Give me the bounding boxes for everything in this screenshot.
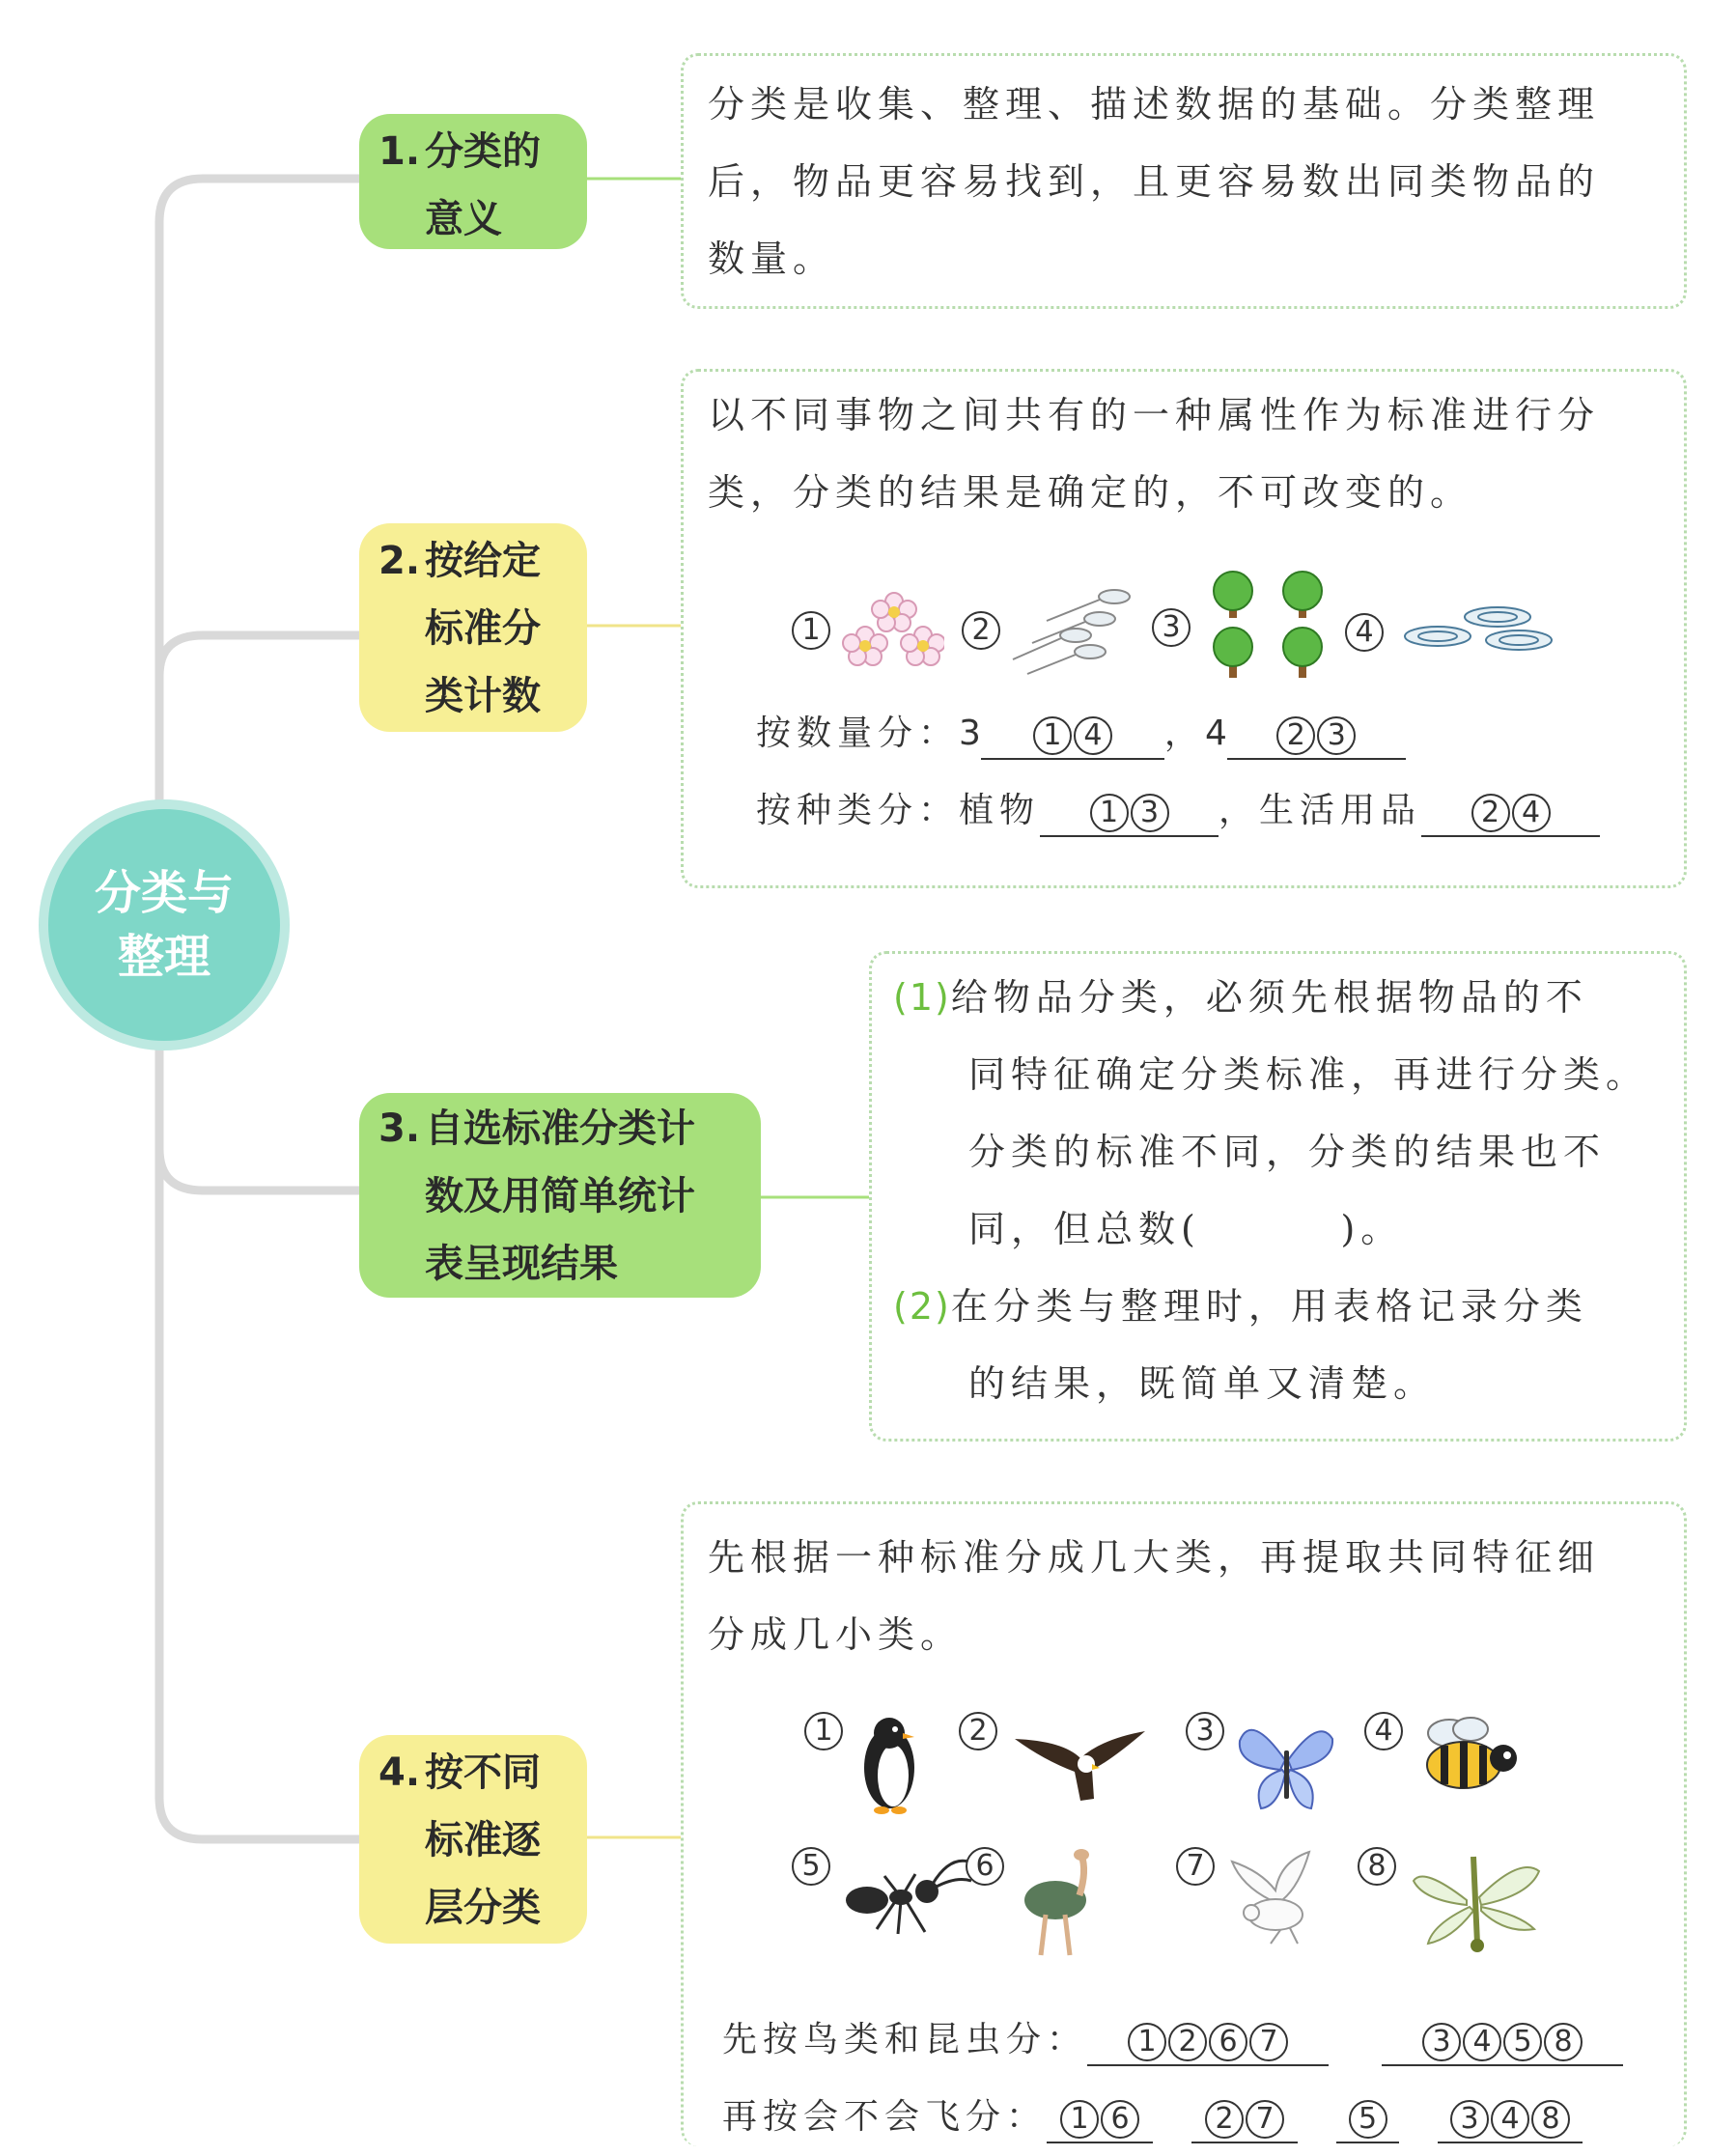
text-line: 分成几小类。 bbox=[708, 1613, 964, 1656]
text-line: 后，物品更容易找到，且更容易数出同类物品的 bbox=[708, 160, 1601, 203]
answer-blank bbox=[1382, 2016, 1623, 2066]
text-line: 以不同事物之间共有的一种属性作为标准进行分 bbox=[708, 394, 1601, 436]
text-line: 数量。 bbox=[708, 238, 836, 280]
text-line: 分类是收集、整理、描述数据的基础。分类整理 bbox=[708, 83, 1601, 126]
answer-number: 2 bbox=[1168, 2023, 1207, 2061]
animal-1 bbox=[804, 1712, 928, 1818]
animal-6 bbox=[966, 1847, 1118, 1963]
topic-node-1 bbox=[359, 114, 587, 249]
answer-number: 7 bbox=[1246, 2100, 1284, 2139]
tree-icon bbox=[1198, 570, 1343, 686]
text-line: 分类的标准不同，分类的结果也不 bbox=[968, 1131, 1607, 1173]
answer-number: 4 bbox=[1512, 794, 1551, 832]
answer-number: 5 bbox=[1503, 2023, 1542, 2061]
penguin-icon bbox=[851, 1712, 928, 1818]
animal-8 bbox=[1358, 1847, 1549, 1953]
spoon-icon bbox=[1008, 582, 1134, 679]
root-line1: 分类与 bbox=[94, 866, 234, 920]
given-standard-box bbox=[681, 369, 1687, 888]
text-span: 给物品分类，必须先根据物品的不 bbox=[950, 976, 1588, 1019]
topic-line: 类计数 bbox=[425, 674, 541, 718]
item-2 bbox=[962, 582, 1134, 679]
quantity-label: 按数量分： bbox=[756, 714, 960, 753]
animal-number: 2 bbox=[959, 1712, 997, 1750]
text-span: 在分类与整理时，用表格记录分类 bbox=[950, 1285, 1588, 1328]
answer-blank bbox=[1047, 2093, 1153, 2143]
text-line: 先根据一种标准分成几大类，再提取共同特征细 bbox=[708, 1536, 1601, 1579]
self-standard-box bbox=[869, 951, 1687, 1442]
answer-number: 3 bbox=[1422, 2023, 1461, 2061]
answer-number: 2 bbox=[1276, 716, 1315, 755]
answer-blank bbox=[981, 710, 1164, 760]
item-3 bbox=[1152, 570, 1343, 686]
text-line: 同，但总数( )。 bbox=[968, 1208, 1404, 1250]
second-division-label: 再按会不会飞分： bbox=[722, 2097, 1048, 2137]
answer-number: 4 bbox=[1074, 716, 1112, 755]
answer-blank bbox=[1421, 787, 1600, 837]
item-1 bbox=[792, 582, 944, 679]
topic-node-2 bbox=[359, 523, 587, 732]
item-number: 1 bbox=[792, 611, 830, 650]
topic-line: 标准分 bbox=[425, 606, 541, 651]
dragonfly-icon bbox=[1404, 1847, 1549, 1953]
answer-blank bbox=[1191, 2093, 1298, 2143]
topic-line: 自选标准分类计 bbox=[425, 1106, 695, 1151]
topic-number: 3. bbox=[378, 1106, 421, 1151]
answer-number: 1 bbox=[1033, 716, 1072, 755]
animal-3 bbox=[1186, 1712, 1338, 1818]
animal-number: 7 bbox=[1176, 1847, 1215, 1886]
topic-line: 按给定 bbox=[425, 539, 541, 583]
bee-icon bbox=[1411, 1712, 1527, 1808]
answer-blank bbox=[1336, 2093, 1399, 2143]
answer-number: 4 bbox=[1491, 2100, 1529, 2139]
ostrich-icon bbox=[1012, 1847, 1118, 1963]
butterfly-icon bbox=[1232, 1712, 1338, 1818]
animal-number: 4 bbox=[1364, 1712, 1403, 1750]
meaning-box bbox=[681, 53, 1687, 309]
answer-blank bbox=[1227, 710, 1406, 760]
text-line bbox=[893, 1268, 1588, 1345]
answer-number: 1 bbox=[1128, 2023, 1166, 2061]
topic-line: 数及用简单统计 bbox=[425, 1174, 695, 1218]
answer-number: 1 bbox=[1060, 2100, 1099, 2139]
first-division-row bbox=[722, 2002, 1623, 2079]
animal-number: 3 bbox=[1186, 1712, 1224, 1750]
topic-line: 意义 bbox=[425, 197, 502, 241]
topic-line: 层分类 bbox=[425, 1886, 541, 1930]
animal-number: 1 bbox=[804, 1712, 843, 1750]
animal-7 bbox=[1176, 1847, 1329, 1953]
eagle-icon bbox=[1005, 1712, 1150, 1808]
answer-number: 3 bbox=[1131, 794, 1169, 832]
topic-line: 标准逐 bbox=[425, 1818, 541, 1862]
kind-row bbox=[756, 772, 1600, 850]
answer-blank bbox=[1040, 787, 1219, 837]
animal-5 bbox=[792, 1847, 973, 1944]
text-line: 的结果，既简单又清楚。 bbox=[968, 1362, 1437, 1405]
answer-number: 7 bbox=[1249, 2023, 1288, 2061]
quantity-key-1: 3 bbox=[959, 714, 981, 753]
separator: ， bbox=[1163, 714, 1205, 753]
answer-number: 4 bbox=[1463, 2023, 1501, 2061]
topic-node-4 bbox=[359, 1735, 587, 1944]
paragraph-number: (2) bbox=[893, 1285, 951, 1328]
topic-node-3 bbox=[359, 1093, 761, 1298]
animal-number: 5 bbox=[792, 1847, 830, 1886]
answer-number: 8 bbox=[1544, 2023, 1583, 2061]
answer-blank bbox=[1087, 2016, 1329, 2066]
topic-line: 分类的 bbox=[425, 129, 541, 174]
answer-number: 2 bbox=[1471, 794, 1510, 832]
item-number: 3 bbox=[1152, 608, 1191, 647]
root-line2: 整理 bbox=[117, 930, 210, 984]
kind-key-1: 植物 bbox=[959, 791, 1041, 830]
kind-key-2: 生活用品 bbox=[1259, 791, 1422, 830]
item-number: 4 bbox=[1345, 613, 1384, 652]
answer-number: 1 bbox=[1090, 794, 1129, 832]
topic-number: 4. bbox=[378, 1750, 421, 1795]
animal-2 bbox=[959, 1712, 1150, 1808]
item-number: 2 bbox=[962, 611, 1000, 650]
quantity-row bbox=[756, 695, 1406, 772]
first-division-label: 先按鸟类和昆虫分： bbox=[722, 2020, 1088, 2059]
answer-number: 3 bbox=[1450, 2100, 1489, 2139]
plate-icon bbox=[1391, 603, 1555, 661]
topic-number: 1. bbox=[378, 129, 421, 174]
answer-number: 3 bbox=[1317, 716, 1356, 755]
text-line: 同特征确定分类标准，再进行分类。 bbox=[968, 1053, 1649, 1096]
second-division-row bbox=[722, 2079, 1583, 2156]
answer-number: 2 bbox=[1205, 2100, 1244, 2139]
text-line bbox=[893, 959, 1588, 1036]
root-topic bbox=[48, 809, 280, 1041]
kind-label: 按种类分： bbox=[756, 791, 960, 830]
quantity-key-2: 4 bbox=[1204, 714, 1227, 753]
answer-number: 8 bbox=[1531, 2100, 1570, 2139]
topic-line: 按不同 bbox=[425, 1750, 541, 1795]
animal-number: 6 bbox=[966, 1847, 1004, 1886]
animal-4 bbox=[1364, 1712, 1527, 1808]
answer-blank bbox=[1438, 2093, 1583, 2143]
ant-icon bbox=[838, 1847, 973, 1944]
answer-number: 6 bbox=[1101, 2100, 1139, 2139]
answer-number: 6 bbox=[1209, 2023, 1247, 2061]
topic-number: 2. bbox=[378, 539, 421, 583]
text-line: 类，分类的结果是确定的，不可改变的。 bbox=[708, 471, 1473, 514]
separator: ， bbox=[1219, 791, 1260, 830]
animal-number: 8 bbox=[1358, 1847, 1396, 1886]
topic-line: 表呈现结果 bbox=[425, 1242, 618, 1286]
paragraph-number: (1) bbox=[893, 976, 951, 1019]
flower-icon bbox=[838, 582, 944, 679]
item-4 bbox=[1345, 603, 1555, 661]
dove-icon bbox=[1222, 1847, 1329, 1953]
layered-box bbox=[681, 1501, 1687, 2146]
answer-number: 5 bbox=[1349, 2100, 1387, 2139]
